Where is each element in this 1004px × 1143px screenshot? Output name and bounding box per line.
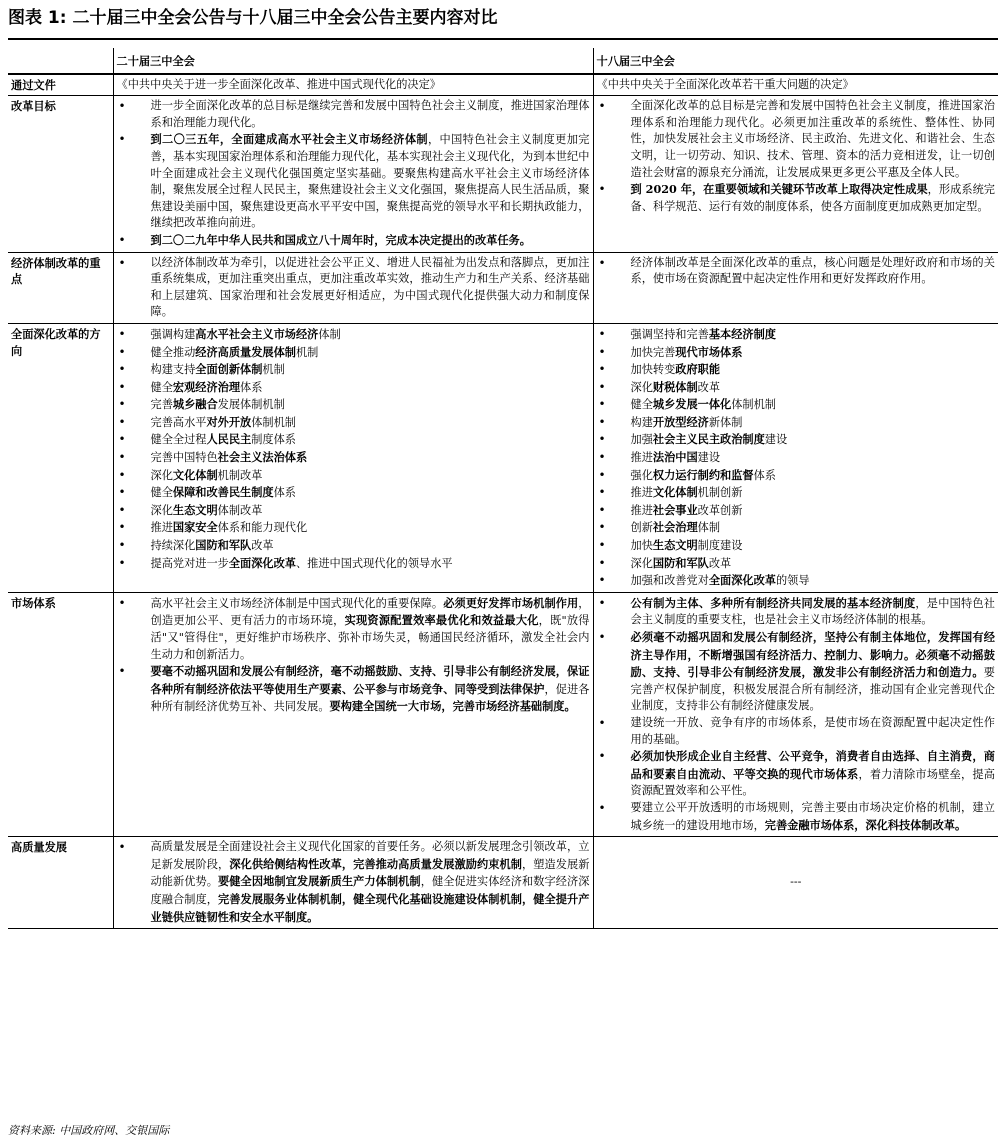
text-run: ，促进各种所有制经济优势互补、共同发展。	[150, 682, 590, 714]
bold-text-run: 人民民主	[206, 432, 252, 447]
bullet-item	[597, 537, 996, 555]
text-run: 制度建设	[697, 539, 743, 553]
bullet-list	[597, 98, 996, 215]
text-run: 持续深化	[150, 539, 196, 553]
text-run: ，着力清除市场壁垒，提高资源配置效率和公平性。	[630, 767, 995, 798]
cell-20th: 《中共中央关于进一步全面深化改革、推进中国式现代化的决定》	[113, 74, 593, 96]
bold-text-run: 实现资源配置效率最优化和效益最大化	[344, 613, 539, 628]
text-run: 发展体制机制	[217, 398, 285, 412]
row-label: 经济体制改革的重点	[8, 252, 113, 323]
bullet-item	[117, 255, 590, 321]
text-run: 完善中国特色	[150, 451, 218, 465]
text-run: 健全	[150, 380, 173, 394]
text-run: 全面深化改革的总目标是完善和发展中国特色社会主义制度，推进国家治理体系和治理能力现代化。必须更加注重改革的系统性、整体性、协同性，加快发展社会主义市场经济、民主政治、先进文化、和谐社会、生态文明，让一切劳动、知识、技术、管理、资本的活力竞相迸发，让一切创造社会财富的源泉充分涌流，让发展成果更多更公平惠及全体人民。	[630, 99, 995, 179]
bold-text-run: 必须更好发挥市场机制作用	[443, 595, 579, 610]
bullet-item	[597, 519, 996, 537]
bullet-item	[117, 344, 590, 362]
bold-text-run: 国防和军队	[195, 538, 252, 553]
cell-18th: 《中共中央关于全面深化改革若干重大问题的决定》	[593, 74, 998, 96]
text-run: 机制	[295, 345, 319, 359]
text-run: 体系	[240, 380, 263, 394]
bold-text-run: 公有制为主体、多种所有制经济共同发展的基本经济制度	[630, 595, 916, 610]
bold-text-run: 文化体制	[172, 467, 218, 482]
text-run: 完善高水平	[150, 415, 207, 429]
bullet-item	[597, 502, 996, 520]
text-run: 健全	[150, 486, 173, 500]
bold-text-run: 要毫不动摇巩固和发展公有制经济，毫不动摇鼓励、支持、引导非公有制经济发展，保证各种所有制经济依法平等使用生产要素、公平参与市场竞争、同等受到法律保护	[150, 664, 590, 696]
bullet-item	[117, 595, 590, 663]
text-run: 深化	[150, 468, 173, 482]
bold-text-run: 宏观经济治理	[172, 379, 241, 394]
bullet-item	[597, 414, 996, 432]
bullet-item	[597, 326, 996, 344]
bullet-item	[597, 181, 996, 215]
bold-text-run: 社会主义法治体系	[217, 450, 308, 465]
text-run: 加强	[630, 433, 653, 447]
text-run: ，塑造发展新动能新优势。	[150, 857, 590, 889]
text-run: 深化	[150, 503, 173, 517]
bullet-item	[597, 449, 996, 467]
text-run: 改革	[251, 539, 274, 553]
bold-text-run: 城乡发展一体化	[652, 397, 732, 412]
bold-text-run: 社会治理	[652, 520, 698, 535]
text-run: ，形成系统完备、科学规范、运行有效的制度体系，使各方面制度更加成熟更加定型。	[630, 183, 995, 213]
text-run: ，既"放得活"又"管得住"，更好维护市场秩序、弥补市场失灵，畅通国民经济循环，激发全社会内生动力和创新活力。	[150, 614, 590, 661]
text-run: ，创造更加公平、更有活力的市场环境，	[150, 596, 590, 628]
text-run: 创新	[630, 521, 653, 535]
bold-text-run: 国家安全	[172, 520, 218, 535]
bold-text-run: 基本经济制度	[708, 326, 776, 341]
text-run: 、推进中国式现代化的领导水平	[295, 556, 453, 570]
cell-20th	[113, 837, 593, 929]
text-run: 推进	[150, 521, 173, 535]
text-run: 改革创新	[697, 503, 743, 517]
bold-text-run: 社会事业	[652, 502, 698, 517]
row-label: 市场体系	[8, 592, 113, 836]
comparison-table	[8, 48, 998, 929]
table-row	[8, 74, 998, 96]
bullet-item	[117, 232, 590, 250]
bullet-list	[117, 839, 590, 926]
cell-18th	[593, 252, 998, 323]
bold-text-run: 到二〇三五年，全面建成高水平社会主义市场经济体制	[150, 132, 428, 147]
cell-18th	[593, 592, 998, 836]
text-run: 制度体系	[251, 433, 296, 447]
cell-20th	[113, 96, 593, 252]
text-run: 经济体制改革是全面深化改革的重点，核心问题是处理好政府和市场的关系，使市场在资源配置中起决定性作用和更好发挥政府作用。	[630, 255, 995, 286]
text-run: 建设统一开放、竞争有序的市场体系，是使市场在资源配置中起决定性作用的基础。	[630, 715, 995, 746]
table-row	[8, 252, 998, 323]
text-run: 体制	[697, 521, 721, 535]
text-run: 体系	[753, 468, 776, 482]
text-run: 体系和能力现代化	[217, 521, 308, 535]
table-row	[8, 323, 998, 592]
bullet-item	[597, 467, 996, 485]
bold-text-run: 生态文明	[652, 538, 698, 553]
bullet-list	[117, 255, 590, 321]
text-run: 体系	[273, 486, 296, 500]
bold-text-run: 生态文明	[172, 502, 218, 517]
text-run: 机制改革	[217, 468, 263, 482]
row-label: 改革目标	[8, 96, 113, 252]
table-row	[8, 592, 998, 836]
bold-text-run: 全面创新体制	[195, 362, 263, 377]
source-note: 资料来源: 中国政府网、交银国际	[8, 1124, 170, 1137]
bullet-item	[117, 502, 590, 520]
bold-text-run: 保障和改善民生制度	[172, 485, 274, 500]
bold-text-run: 开放型经济	[652, 414, 709, 429]
bold-text-run: 文化体制	[652, 485, 698, 500]
text-run: 加快完善	[630, 345, 676, 359]
bold-text-run: 深化供给侧结构性改革，完善推动高质量发展激励约束机制	[229, 856, 522, 871]
text-run: 机制	[262, 363, 285, 377]
text-run: 推进	[630, 503, 653, 517]
cell-18th	[593, 96, 998, 252]
bullet-item	[597, 484, 996, 502]
cell-20th	[113, 323, 593, 592]
text-run: 深化	[630, 380, 653, 394]
cell-18th-empty: ---	[593, 837, 998, 929]
text-run: ，中国特色社会主义制度更加完善，基本实现国家治理体系和治理能力现代化，基本实现社会主义现代化，为到本世纪中叶全面建成社会主义现代化强国奠定坚实基础。要聚焦构建高水平社会主义市场经济体制，聚焦发展全过程人民民主，聚焦建设社会主义文化强国，聚焦提高人民生活品质，聚焦建设美丽中国，聚焦建设更高水平平安中国，聚焦提高党的领导水平和长期执政能力，继续把改革推向前进。	[150, 133, 590, 230]
bold-text-run: 现代市场体系	[675, 344, 743, 359]
text-run: 完善	[150, 398, 173, 412]
text-run: 体制改革	[217, 503, 263, 517]
text-run: 健全全过程	[150, 433, 207, 447]
text-run: 新体制	[708, 415, 743, 429]
text-run: 建设	[764, 433, 788, 447]
cell-20th	[113, 252, 593, 323]
bold-text-run: 国防和军队	[652, 555, 709, 570]
text-run: 加快	[630, 539, 653, 553]
bullet-item	[117, 131, 590, 232]
bullet-list	[117, 595, 590, 716]
text-run: 构建	[630, 415, 653, 429]
text-run: 体制机制	[731, 398, 776, 412]
text-run: 健全	[630, 398, 653, 412]
text-run: 强化	[630, 468, 653, 482]
bullet-item	[597, 431, 996, 449]
text-run: ，健全促进实体经济和数字经济深度融合制度，	[150, 875, 590, 906]
bullet-list	[597, 326, 996, 590]
bullet-item	[117, 484, 590, 502]
bold-text-run: 要健全因地制宜发展新质生产力体制机制	[218, 874, 421, 889]
row-label: 全面深化改革的方向	[8, 323, 113, 592]
bullet-item	[597, 572, 996, 590]
bullet-item	[117, 537, 590, 555]
bullet-item	[117, 663, 590, 716]
header-cell-18th: 十八届三中全会	[593, 48, 998, 74]
bold-text-run: 到 2020 年，在重要领域和关键环节改革上取得决定性成果	[630, 182, 928, 197]
bullet-item	[597, 555, 996, 573]
bullet-item	[597, 629, 996, 715]
bullet-item	[597, 98, 996, 181]
text-run: 的领导	[775, 574, 810, 588]
table-row	[8, 837, 998, 929]
bold-text-run: 高水平社会主义市场经济	[195, 326, 319, 341]
text-run: 改革	[708, 556, 732, 570]
text-run: 体制	[318, 327, 341, 341]
bullet-item	[597, 748, 996, 800]
text-run: 强调坚持和完善	[630, 327, 709, 341]
text-run: 提高党对进一步	[150, 556, 229, 570]
bullet-list	[117, 98, 590, 249]
header-cell-20th: 二十届三中全会	[113, 48, 593, 74]
table-header-row	[8, 48, 998, 74]
page-title: 图表 1: 二十届三中全会公告与十八届三中全会公告主要内容对比	[8, 4, 998, 40]
bold-text-run: 必须毫不动摇巩固和发展公有制经济，坚持公有制主体地位，发挥国有经济主导作用，不断增强国有经济活力、控制力、影响力。必须毫不动摇鼓励、支持、引导非公有制经济发展，激发非公有制经济活力和创造力。	[630, 630, 995, 680]
bullet-list	[597, 595, 996, 834]
bold-text-run: 城乡融合	[172, 397, 218, 412]
text-run: 加快转变	[630, 363, 676, 377]
row-label: 通过文件	[8, 74, 113, 96]
bullet-list	[117, 326, 590, 572]
bullet-item	[117, 379, 590, 397]
bullet-item	[117, 414, 590, 432]
bullet-item	[117, 839, 590, 926]
bold-text-run: 对外开放	[206, 414, 252, 429]
bullet-item	[597, 255, 996, 288]
bold-text-run: 全面深化改革	[228, 555, 296, 570]
bullet-item	[597, 361, 996, 379]
bold-text-run: 社会主义民主政治制度	[652, 432, 765, 447]
bold-text-run: 到二〇二九年中华人民共和国成立八十周年时，完成本决定提出的改革任务。	[150, 232, 531, 247]
text-run: 推进	[630, 486, 653, 500]
bold-text-run: 法治中国	[652, 450, 698, 465]
bullet-item	[117, 555, 590, 573]
text-run: 强调构建	[150, 327, 196, 341]
bullet-item	[117, 519, 590, 537]
bullet-item	[117, 361, 590, 379]
bold-text-run: 全面深化改革	[708, 573, 776, 588]
bold-text-run: 经济高质量发展体制	[195, 344, 296, 359]
bullet-item	[117, 449, 590, 467]
text-run: 推进	[630, 451, 653, 465]
bullet-item	[597, 595, 996, 629]
bullet-item	[117, 98, 590, 131]
bullet-item	[597, 800, 996, 834]
text-run: 加强和改善党对	[630, 574, 709, 588]
cell-18th	[593, 323, 998, 592]
bold-text-run: 权力运行制约和监督	[652, 467, 754, 482]
bold-text-run: 财税体制	[652, 379, 698, 394]
header-cell-label	[8, 48, 113, 74]
bullet-list	[597, 255, 996, 288]
text-run: 建设	[697, 451, 721, 465]
bullet-item	[117, 396, 590, 414]
text-run: 构建支持	[150, 363, 196, 377]
bold-text-run: 要构建全国统一大市场，完善市场经济基础制度。	[329, 699, 576, 714]
bullet-item	[597, 396, 996, 414]
bold-text-run: 政府职能	[675, 362, 721, 377]
bullet-item	[117, 326, 590, 344]
text-run: 机制创新	[697, 486, 743, 500]
text-run: 高质量发展是全面建设社会主义现代化国家的首要任务。必须以新发展理念引领改革，立足新发展阶段，	[150, 840, 590, 871]
text-run: 要完善产权保护制度，积极发展混合所有制经济，推动国有企业完善现代企业制度，支持非公有制经济健康发展。	[630, 666, 995, 713]
text-run: 改革	[697, 380, 721, 394]
text-run: ，是中国特色社会主义制度的重要支柱，也是社会主义市场经济体制的根基。	[630, 596, 995, 627]
bold-text-run: 完善发展服务业体制机制，健全现代化基础设施建设体制机制，健全提升产业链供应链韧性和安全水平制度。	[150, 891, 590, 924]
text-run: 健全推动	[150, 345, 196, 359]
cell-20th	[113, 592, 593, 836]
text-run: 进一步全面深化改革的总目标是继续完善和发展中国特色社会主义制度，推进国家治理体系和治理能力现代化。	[150, 99, 590, 129]
text-run: 以经济体制改革为牵引，以促进社会公平正义、增进人民福祉为出发点和落脚点，更加注重系统集成，更加注重突出重点，更加注重改革实效，推动生产力和生产关系、经济基础和上层建筑、国家治理和社会发展更好相适应，为中国式现代化提供强大动力和制度保障。	[150, 255, 590, 319]
bold-text-run: 必须加快形成企业自主经营、公平竞争，消费者自由选择、自主消费，商品和要素自由流动、平等交换的现代市场体系	[630, 749, 995, 781]
bullet-item	[597, 379, 996, 397]
text-run: 高水平社会主义市场经济体制是中国式现代化的重要保障。	[150, 596, 444, 610]
row-label: 高质量发展	[8, 837, 113, 929]
text-run: 要建立公平开放透明的市场规则，完善主要由市场决定价格的机制，建立城乡统一的建设用地市场，	[630, 800, 995, 832]
bullet-item	[117, 431, 590, 449]
bullet-item	[597, 715, 996, 748]
text-run: 体制机制	[251, 415, 296, 429]
text-run: 深化	[630, 556, 653, 570]
table-row	[8, 96, 998, 252]
bullet-item	[597, 344, 996, 362]
bold-text-run: 完善金融市场体系，深化科技体制改革。	[764, 817, 967, 832]
bullet-item	[117, 467, 590, 485]
